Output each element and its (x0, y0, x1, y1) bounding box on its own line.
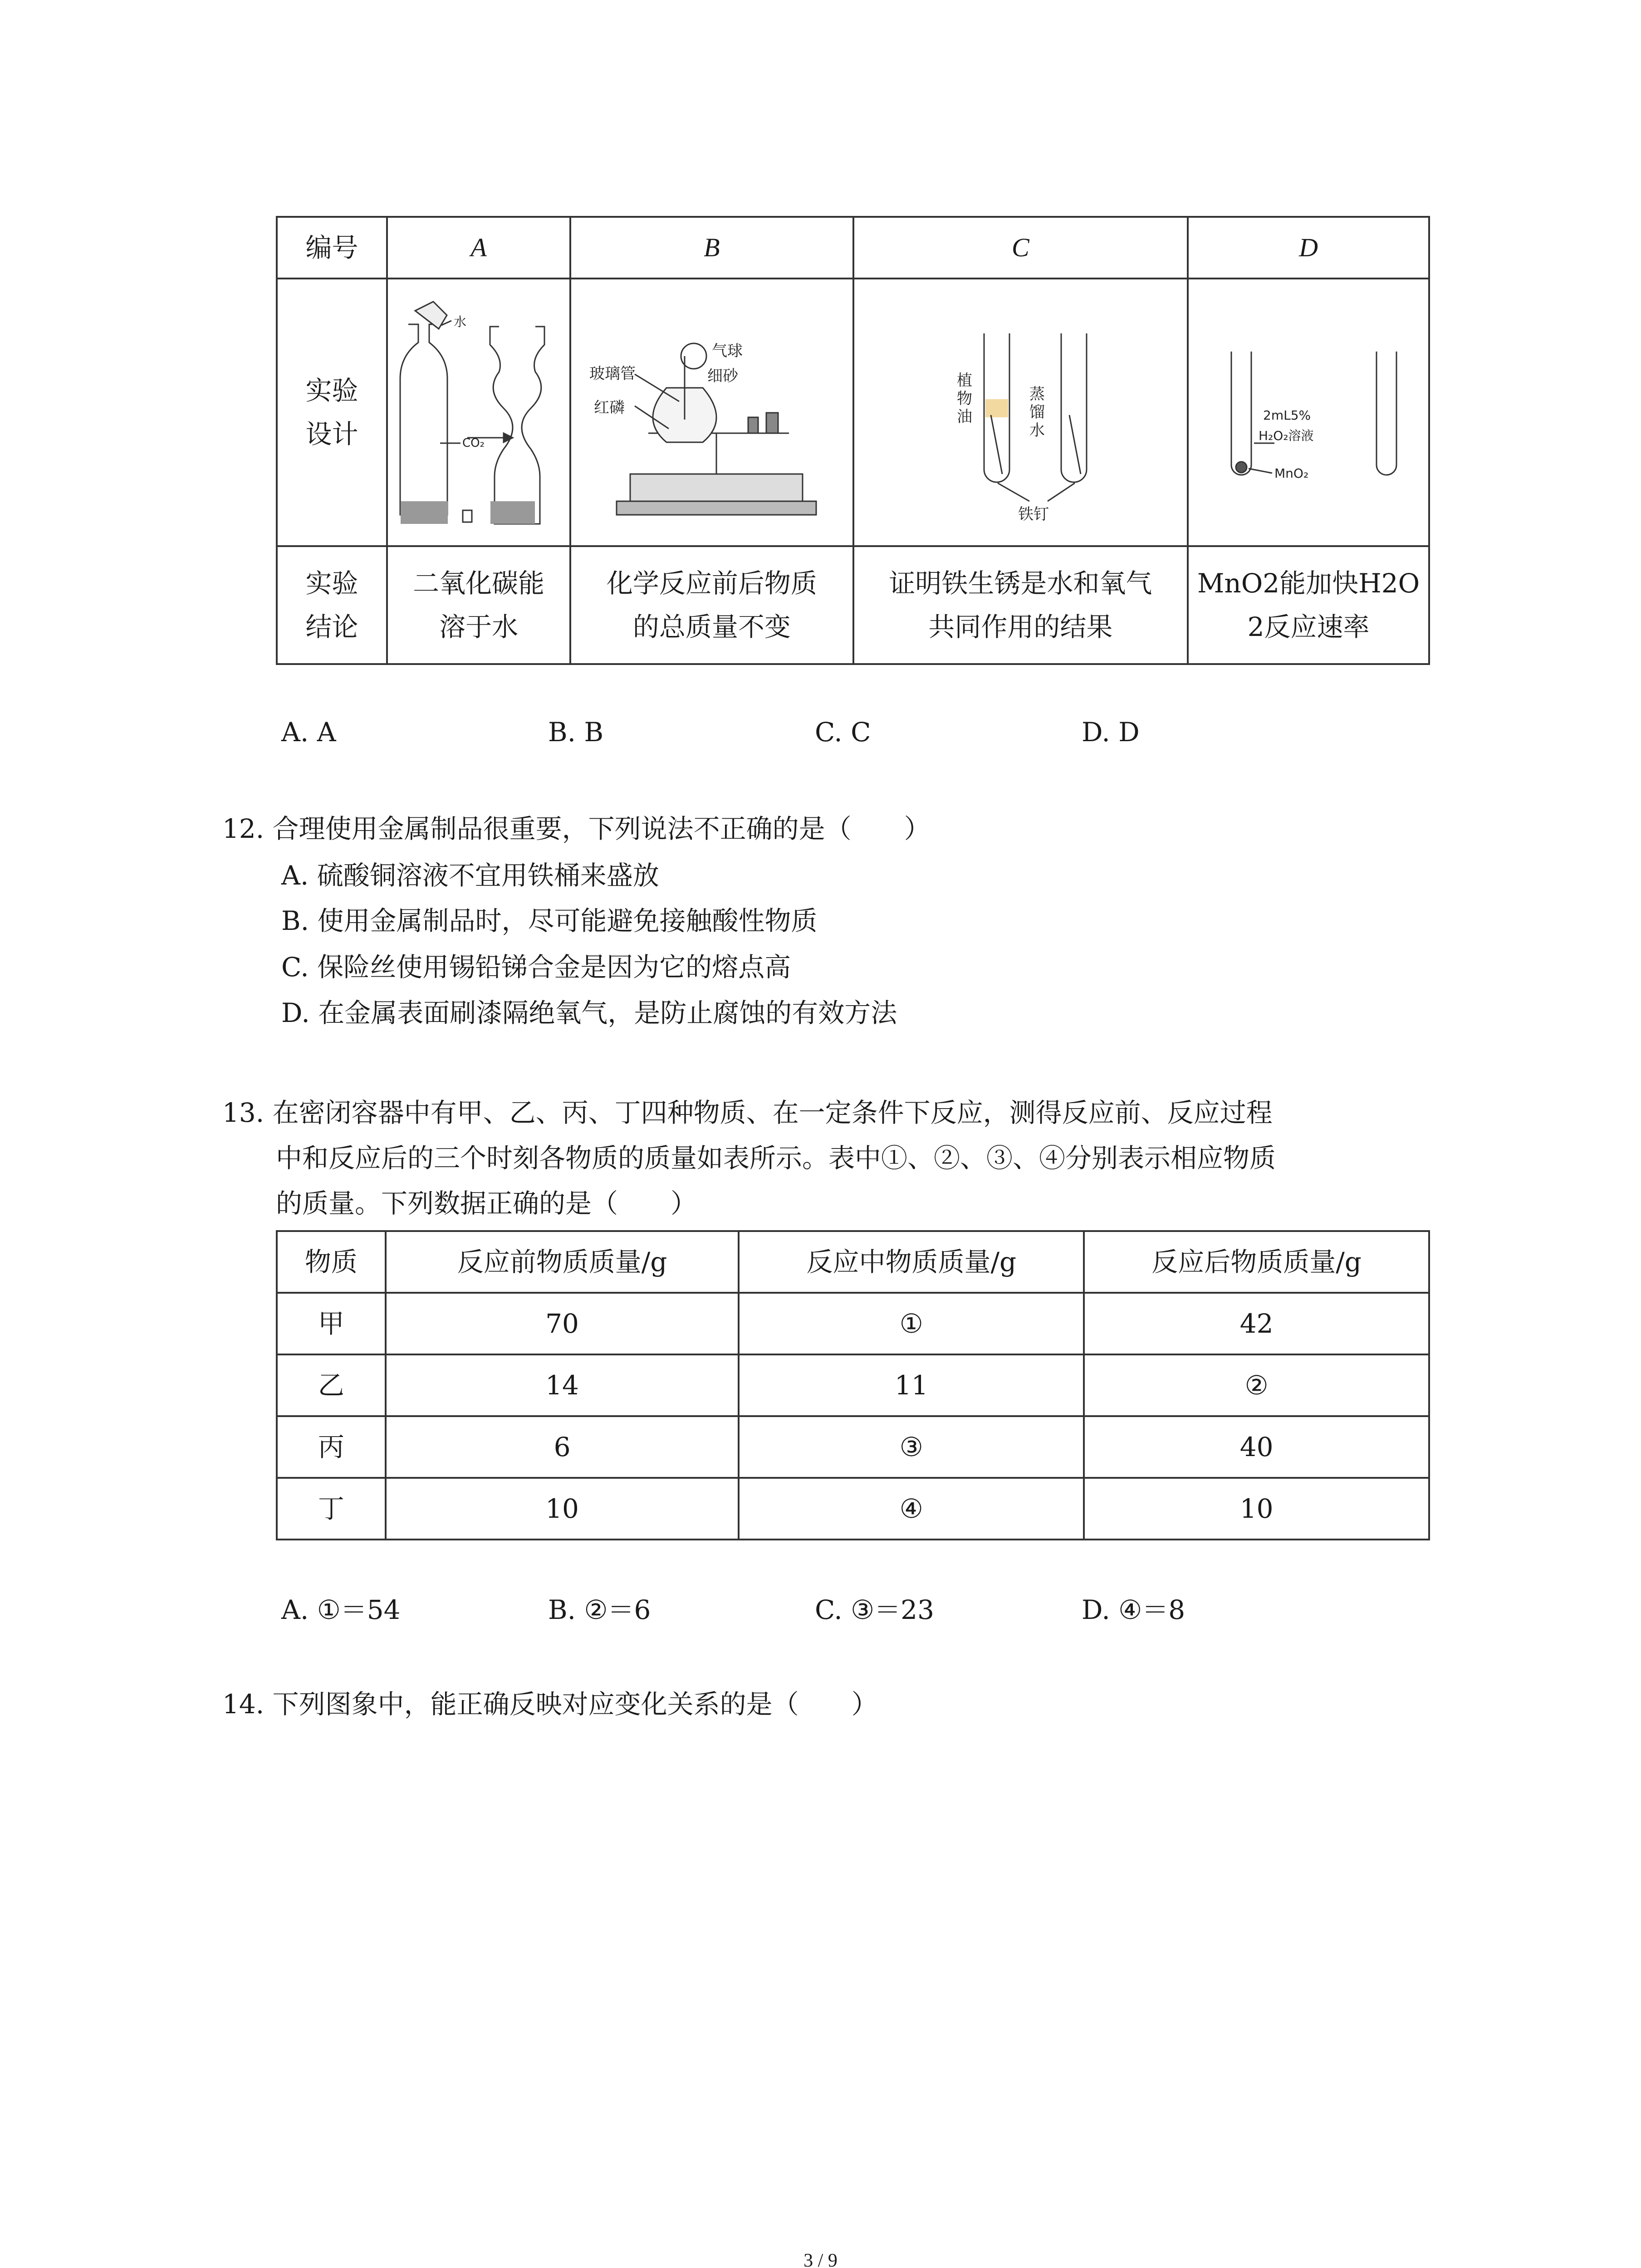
water-label: 水 (454, 314, 467, 329)
q11-option-a[interactable]: A. A (281, 717, 336, 748)
table-cell: 11 (739, 1354, 1084, 1416)
q13-stem-line-1: 13. 在密闭容器中有甲、乙、丙、丁四种物质、在一定条件下反应，测得反应前、反应过程 (222, 1097, 1273, 1128)
table-cell: ④ (739, 1478, 1084, 1540)
col-header-before: 反应前物质质量/g (386, 1231, 739, 1293)
balance-diagram (576, 284, 848, 528)
q12-option-b[interactable]: B. 使用金属制品时，尽可能避免接触酸性物质 (281, 905, 818, 936)
svg-text:馏: 馏 (1029, 403, 1045, 421)
design-b-cell (570, 279, 853, 546)
q11-option-c[interactable]: C. C (815, 717, 871, 748)
conclusion-label: 实验 结论 (277, 546, 387, 664)
header-cell-c: C (853, 217, 1188, 279)
col-header-during: 反应中物质质量/g (739, 1231, 1084, 1293)
table-cell: 丙 (277, 1416, 386, 1478)
q12-option-d[interactable]: D. 在金属表面刷漆隔绝氧气，是防止腐蚀的有效方法 (281, 997, 897, 1028)
table-cell: 40 (1084, 1416, 1429, 1478)
table-cell: 10 (386, 1478, 739, 1540)
table-row (277, 1354, 1429, 1416)
table-row (277, 1416, 1429, 1478)
experiment-table (276, 216, 1430, 665)
svg-text:油: 油 (957, 408, 973, 426)
table-header-row (277, 217, 1429, 279)
table-cell: 42 (1084, 1293, 1429, 1354)
oil-label (957, 371, 972, 426)
table-cell: ③ (739, 1416, 1084, 1478)
svg-text:物: 物 (957, 390, 973, 408)
svg-text:水: 水 (1029, 421, 1045, 440)
header-cell-b: B (570, 217, 853, 279)
table-cell: 70 (386, 1293, 739, 1354)
svg-text:2mL5%: 2mL5% (1263, 408, 1311, 423)
svg-text:植: 植 (957, 371, 973, 390)
q11-option-b[interactable]: B. B (548, 717, 604, 748)
h2o2-label (1259, 408, 1314, 443)
design-a-cell (387, 279, 570, 546)
catalyst-diagram (1190, 284, 1426, 528)
iron-rust-diagram (857, 284, 1184, 528)
q14-stem: 14. 下列图象中，能正确反映对应变化关系的是（ ） (222, 1689, 878, 1720)
q12-option-c[interactable]: C. 保险丝使用锡铅锑合金是因为它的熔点高 (281, 952, 791, 982)
red-phosphorus-label: 红磷 (593, 399, 625, 417)
design-row (277, 279, 1429, 546)
balloon-label: 气球 (711, 342, 743, 360)
q12-option-a[interactable]: A. 硫酸铜溶液不宜用铁桶来盛放 (281, 860, 659, 891)
glass-tube-label: 玻璃管 (589, 365, 636, 383)
table-cell: 6 (386, 1416, 739, 1478)
conclusion-d: MnO2能加快H2O 2反应速率 (1188, 546, 1429, 664)
svg-text:H₂O₂溶液: H₂O₂溶液 (1259, 428, 1314, 443)
co2-label: CO₂ (462, 436, 485, 450)
svg-text:蒸: 蒸 (1029, 385, 1045, 403)
table-row (277, 1478, 1429, 1540)
q13-stem-line-3: 的质量。下列数据正确的是（ ） (276, 1188, 697, 1219)
q13-option-c[interactable]: C. ③＝23 (815, 1594, 934, 1625)
mno2-label: MnO₂ (1274, 466, 1309, 481)
q12-stem: 12. 合理使用金属制品很重要，下列说法不正确的是（ ） (222, 813, 931, 844)
table-cell: 丁 (277, 1478, 386, 1540)
sand-label: 细砂 (707, 367, 738, 385)
design-d-cell (1188, 279, 1429, 546)
design-c-cell (853, 279, 1188, 546)
q13-option-a[interactable]: A. ①＝54 (281, 1594, 401, 1625)
co2-bottle-diagram (388, 284, 569, 528)
mass-table-header (277, 1231, 1429, 1293)
conclusion-row (277, 546, 1429, 664)
header-cell-a: A (387, 217, 570, 279)
table-cell: 10 (1084, 1478, 1429, 1540)
q13-option-b[interactable]: B. ②＝6 (548, 1594, 651, 1625)
table-cell: 乙 (277, 1354, 386, 1416)
table-row (277, 1293, 1429, 1354)
conclusion-b: 化学反应前后物质 的总质量不变 (570, 546, 853, 664)
q13-stem-line-2: 中和反应后的三个时刻各物质的质量如表所示。表中①、②、③、④分别表示相应物质 (276, 1143, 1276, 1173)
header-cell-d: D (1188, 217, 1429, 279)
table-cell: ① (739, 1293, 1084, 1354)
q13-option-d[interactable]: D. ④＝8 (1082, 1594, 1185, 1625)
col-header-after: 反应后物质质量/g (1084, 1231, 1429, 1293)
conclusion-c: 证明铁生锈是水和氧气 共同作用的结果 (853, 546, 1188, 664)
col-header-substance: 物质 (277, 1231, 386, 1293)
iron-nail-label: 铁钉 (1018, 505, 1049, 523)
conclusion-a: 二氧化碳能 溶于水 (387, 546, 570, 664)
table-cell: 14 (386, 1354, 739, 1416)
distilled-water-label (1029, 385, 1045, 440)
table-cell: 甲 (277, 1293, 386, 1354)
design-label: 实验 设计 (277, 279, 387, 546)
mass-table (276, 1230, 1430, 1540)
table-cell: ② (1084, 1354, 1429, 1416)
page-number: 3 / 9 (803, 2250, 838, 2268)
header-cell-id: 编号 (277, 217, 387, 279)
q11-option-d[interactable]: D. D (1082, 717, 1140, 748)
